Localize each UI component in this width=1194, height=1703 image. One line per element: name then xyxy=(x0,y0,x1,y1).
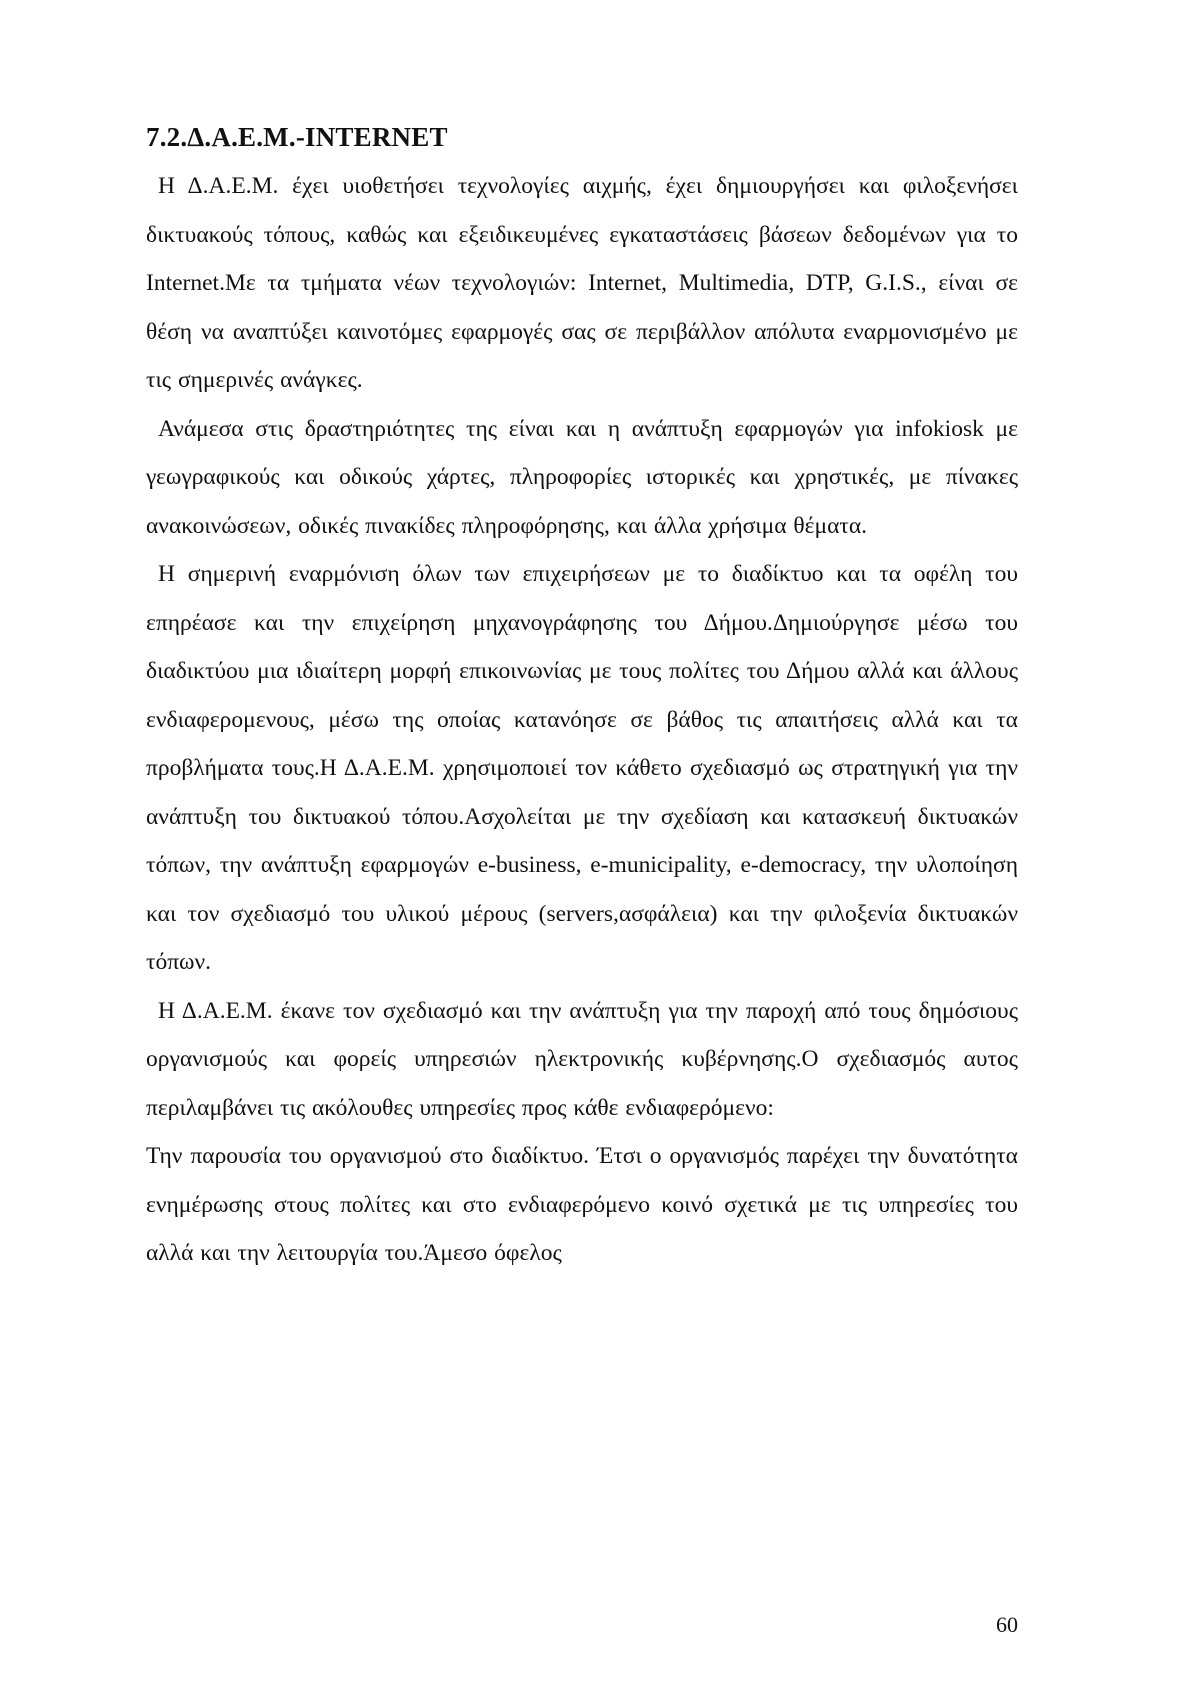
paragraph-intro: Η Δ.Α.Ε.Μ. έχει υιοθετήσει τεχνολογίες αιχμής, έχει δημιουργήσει και φιλοξενήσει δικτυακούς τόπους, καθώς και εξειδικευμένες εγκαταστάσεις βάσεων δεδομένων για το Internet.Με τα τμήματα νέων τεχνολογιών: Internet, Multimedia, DTP, G.I.S., είναι σε θέση να αναπτύξει καινοτόμες εφαρμογές σας σε περιβάλλον απόλυτα εναρμονισμένο με τις σημερινές ανάγκες. xyxy=(146,173,1018,393)
section-heading: 7.2.Δ.Α.Ε.Μ.-INTERNET xyxy=(146,122,448,152)
paragraph-egovernment: Η Δ.Α.Ε.Μ. έκανε τον σχεδιασμό και την ανάπτυξη για την παροχή από τους δημόσιους οργανισμούς και φορείς υπηρεσιών ηλεκτρονικής κυβέρνησης.Ο σχεδιασμός αυτος περιλαμβάνει τις ακόλουθες υπηρεσίες προς κάθε ενδιαφερόμενο: xyxy=(146,997,1018,1121)
paragraph-activities: Ανάμεσα στις δραστηριότητες της είναι και η ανάπτυξη εφαρμογών για infokiosk με γεωγραφικούς και οδικούς χάρτες, πληροφορίες ιστορικές και χρηστικές, με πίνακες ανακοινώσεων, οδικές πινακίδες πληροφόρησης, και άλλα χρήσιμα θέματα. xyxy=(146,415,1018,539)
document-page xyxy=(146,118,1018,1278)
paragraph-presence: Την παρουσία του οργανισμού στο διαδίκτυο. Έτσι ο οργανισμός παρέχει την δυνατότητα ενημέρωσης στους πολίτες και στο ενδιαφερόμενο κοινό σχετικά με τις υπηρεσίες του αλλά και την λειτουργία του.Άμεσο όφελος xyxy=(146,1143,1018,1266)
paragraph-harmonization: Η σημερινή εναρμόνιση όλων των επιχειρήσεων με το διαδίκτυο και τα οφέλη του επηρέασε και την επιχείρηση μηχανογράφησης του Δήμου.Δημιούργησε μέσω του διαδικτύου μια ιδιαίτερη μορφή επικοινωνίας με τους πολίτες του Δήμου αλλά και άλλους ενδιαφερομενους, μέσω της οποίας κατανόησε σε βάθος τις απαιτήσεις αλλά και τα προβλήματα τους.Η Δ.Α.Ε.Μ. χρησιμοποιεί τον κάθετο σχεδιασμό ως στρατηγική για την ανάπτυξη του δικτυακού τόπου.Ασχολείται με την σχεδίαση και κατασκευή δικτυακών τόπων, την ανάπτυξη εφαρμογών e-business, e-municipality, e-democracy, την υλοποίηση και τον σχεδιασμό του υλικού μέρους (servers,ασφάλεια) και την φιλοξενία δικτυακών τόπων. xyxy=(146,561,1018,975)
page-number: 60 xyxy=(996,1612,1018,1637)
